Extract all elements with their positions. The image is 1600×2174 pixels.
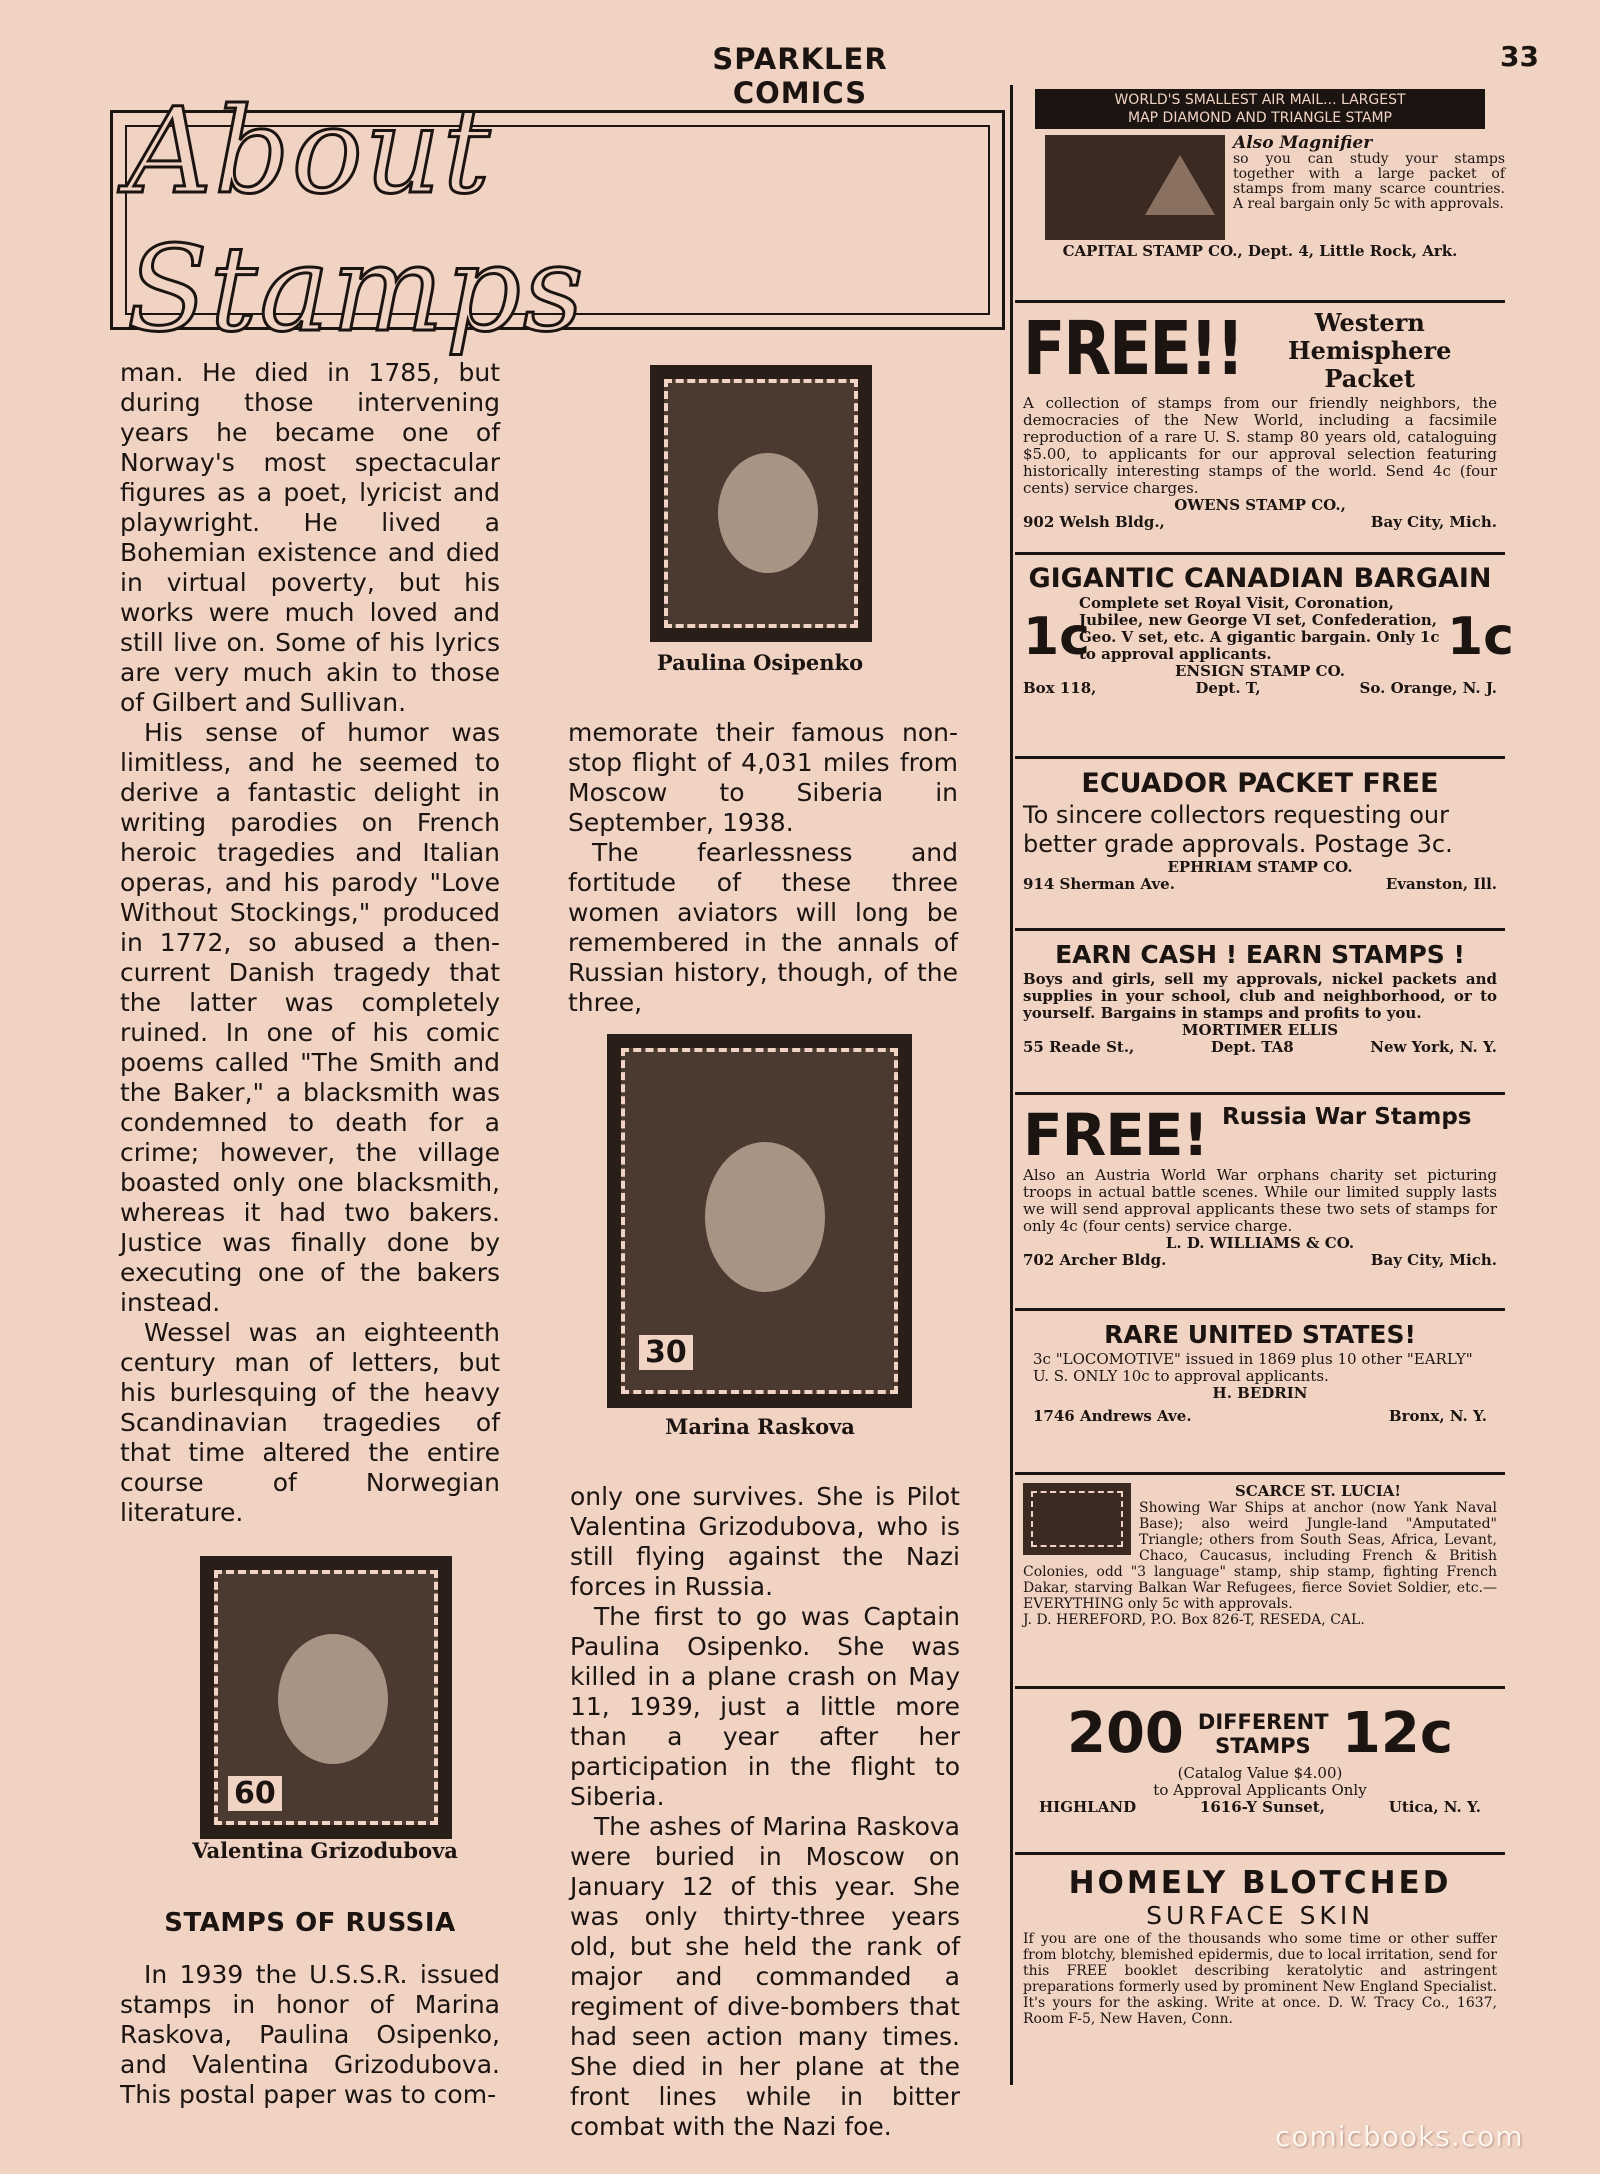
ad-body: Complete set Royal Visit, Coronation, Jubilee, new George VI set, Confederation, Geo. V set, etc. A gigantic bargain. Only 1c to approval applicants. — [1079, 594, 1440, 663]
paragraph: memorate their famous non-stop flight of 4,031 miles from Moscow to Siberia in September, 1938. — [568, 718, 958, 837]
stamp-paulina-osipenko — [650, 365, 872, 642]
article-column-1-bottom — [120, 1960, 500, 2110]
ad-address: Bay City, Mich. — [1370, 1251, 1497, 1269]
ad-count: 200 — [1066, 1701, 1184, 1766]
ad-headline: FREE! — [1023, 1101, 1208, 1169]
ad-banner: WORLD'S SMALLEST AIR MAIL... LARGEST — [1114, 92, 1406, 108]
article-column-1 — [120, 358, 500, 1528]
ad-footer: J. D. HEREFORD, P.O. Box 826-T, RESEDA, CAL. — [1023, 1612, 1365, 1628]
ad-price: 12c — [1341, 1701, 1454, 1766]
ad-headline: HOMELY BLOTCHED — [1068, 1865, 1452, 1901]
ad-price: 1c — [1447, 607, 1515, 667]
paragraph: In 1939 the U.S.S.R. issued stamps in honor of Marina Raskova, Paulina Osipenko, and Valentina Grizodubova. This postal paper was to com- — [120, 1960, 500, 2109]
ad-headline: EARN CASH ! EARN STAMPS ! — [1055, 940, 1465, 969]
ad-title: Western Hemisphere Packet — [1287, 308, 1452, 393]
ad-body: To sincere collectors requesting our better grade approvals. Postage 3c. — [1023, 801, 1453, 858]
ad-headline: RARE UNITED STATES! — [1104, 1320, 1416, 1349]
stamp-caption: Paulina Osipenko — [656, 650, 864, 675]
ad-body: A collection of stamps from our friendly neighbors, the democracies of the New World, including a facsimile reproduction of a rare U. S. stamp 80 years old, cataloguing $5.00, to applicants for our approval selection featuring historically interesting stamps of the world. Send 4c (four cents) service charges. — [1023, 394, 1497, 497]
ad-address: 1616-Y Sunset, — [1199, 1798, 1325, 1816]
page-number: 33 — [1500, 40, 1539, 73]
ad-body: Showing War Ships at anchor (now Yank Naval Base); also weird Jungle-land "Amputated" Triangle; others from South Seas, Africa, Levant, Chaco, Caucasus, including French & British Colonies, odd "3 language" stamp, ship stamp, fighting French Dakar, starving Balkan War Refugees, fierce Soviet Soldier, etc.— EVERYTHING only 5c with approvals. — [1023, 1500, 1497, 1612]
paragraph: The fearlessness and fortitude of these three women aviators will long be remembered in the annals of Russian history, though, of the three, — [568, 838, 958, 1017]
ad-address: 702 Archer Bldg. — [1023, 1251, 1167, 1269]
ad-company: OWENS STAMP CO., — [1174, 496, 1346, 514]
ad-banner: MAP DIAMOND AND TRIANGLE STAMP — [1128, 110, 1392, 126]
ship-stamp-image — [1023, 1483, 1131, 1555]
ad-price: 1c — [1023, 607, 1091, 667]
ad-bedrin — [1015, 1308, 1505, 1468]
ad-headline: SCARCE ST. LUCIA! — [1235, 1482, 1401, 1500]
ad-column-rule — [1010, 85, 1013, 2085]
paragraph: Wessel was an eighteenth century man of letters, but his burlesquing of the heavy Scandinavian tragedies of that time altered the entire course of Norwegian literature. — [120, 1318, 500, 1527]
stamp-valentina-grizodubova — [200, 1556, 452, 1839]
ad-body: 3c "LOCOMOTIVE" issued in 1869 plus 10 other "EARLY" U. S. ONLY 10c to approval applicants. — [1033, 1350, 1473, 1385]
ad-ephriam-stamp — [1015, 756, 1505, 920]
ad-mortimer-ellis — [1015, 928, 1505, 1088]
ad-tracy-co — [1015, 1852, 1505, 2052]
ad-body: so you can study your stamps together with a large packet of stamps from many scarce countries. A real bargain only 5c with approvals. — [1233, 151, 1505, 212]
ad-highland — [1015, 1686, 1505, 1846]
stamp-caption: Marina Raskova — [665, 1414, 855, 1439]
ad-company: ENSIGN STAMP CO. — [1174, 662, 1345, 680]
ad-label: DIFFERENT STAMPS — [1197, 1710, 1329, 1758]
ad-address: 1746 Andrews Ave. — [1033, 1407, 1192, 1425]
ad-address: Dept. T, — [1195, 679, 1261, 697]
watermark: comicbooks.com — [1275, 2120, 1524, 2153]
ad-address: Evanston, Ill. — [1385, 875, 1497, 893]
ad-address: Utica, N. Y. — [1388, 1798, 1481, 1816]
magazine-title: SPARKLER COMICS — [712, 42, 888, 110]
ad-capital-stamp — [1015, 85, 1505, 290]
ad-brand: Also Magnifier — [1233, 133, 1373, 153]
section-heading: STAMPS OF RUSSIA — [164, 1908, 456, 1938]
paragraph: The ashes of Marina Raskova were buried in Moscow on January 12 of this year. She was only thirty-three years old, but she held the rank of major and commanded a regiment of dive-bombers that had seen action many times. She died in her plane at the front lines while in bitter combat with the Nazi foe. — [570, 1812, 960, 2141]
stamp-marina-raskova — [607, 1034, 912, 1408]
paragraph: only one survives. She is Pilot Valentina Grizodubova, who is still flying against the Nazi forces in Russia. — [570, 1482, 960, 1601]
ad-headline: ECUADOR PACKET FREE — [1081, 768, 1439, 799]
ad-footer: CAPITAL STAMP CO., Dept. 4, Little Rock, Ark. — [1062, 242, 1458, 260]
stamp-caption: Valentina Grizodubova — [192, 1838, 458, 1863]
ad-hereford — [1015, 1472, 1505, 1682]
ad-title: Russia War Stamps — [1221, 1104, 1472, 1130]
stamp-denomination: 30 — [639, 1335, 693, 1370]
ad-subtext: (Catalog Value $4.00) — [1177, 1764, 1343, 1782]
ad-address: 55 Reade St., — [1023, 1038, 1135, 1056]
ad-headline: FREE!! — [1023, 304, 1243, 392]
ad-address: 914 Sherman Ave. — [1023, 875, 1175, 893]
ad-address: So. Orange, N. J. — [1359, 679, 1497, 697]
ad-body: Also an Austria World War orphans charity set picturing troops in actual battle scenes. While our limited supply lasts we will send approval applicants these two sets of stamps for only 4c (four cents) service charge. — [1023, 1166, 1497, 1235]
ad-company: L. D. WILLIAMS & CO. — [1165, 1234, 1355, 1252]
ad-owens-stamp — [1015, 300, 1505, 540]
ad-body: If you are one of the thousands who some time or other suffer from blotchy, blemished epidermis, due to local irritation, send for this FREE booklet describing keratolytic and astringent preparations formerly used by prominent New England Specialist. It's yours for the asking. Write at once. D. W. Tracy Co., 1637, Room F-5, New Haven, Conn. — [1023, 1931, 1497, 2027]
paragraph: His sense of humor was limitless, and he seemed to derive a fantastic delight in writing parodies on French heroic tragedies and Italian operas, and his parody "Love Without Stockings," produced in 1772, so abused a then-current Danish tragedy that the latter was completely ruined. In one of his comic poems called "The Smith and the Baker," a blacksmith was condemned to death for a crime; however, the village boasted only one blacksmith, whereas it had two bakers. Justice was finally done by executing one of the bakers instead. — [120, 718, 500, 1317]
article-column-2-bottom — [570, 1482, 960, 2142]
ad-subheadline: SURFACE SKIN — [1146, 1901, 1374, 1930]
paragraph: The first to go was Captain Paulina Osipenko. She was killed in a plane crash on May 11, 1939, just a little more than a year after her participation in the flight to Siberia. — [570, 1602, 960, 1811]
ad-company: EPHRIAM STAMP CO. — [1167, 858, 1353, 876]
stamp-denomination: 60 — [228, 1776, 282, 1811]
ad-address: New York, N. Y. — [1370, 1038, 1497, 1056]
ad-company: H. BEDRIN — [1212, 1384, 1308, 1402]
article-column-2 — [568, 718, 958, 1018]
ad-stamp-image — [1045, 135, 1225, 240]
ad-company: MORTIMER ELLIS — [1181, 1021, 1339, 1039]
ad-subtext: to Approval Applicants Only — [1153, 1781, 1367, 1799]
ad-body: Boys and girls, sell my approvals, nickel packets and supplies in your school, club and neighborhood, or to yourself. Bargains in stamps and profits to you. — [1023, 970, 1497, 1022]
ad-address: Bronx, N. Y. — [1388, 1407, 1487, 1425]
ad-address: Bay City, Mich. — [1370, 513, 1497, 531]
article-title-box — [110, 82, 1005, 358]
ad-ensign-stamp — [1015, 552, 1515, 750]
ad-address: 902 Welsh Bldg., — [1023, 513, 1165, 531]
ad-address: HIGHLAND — [1039, 1798, 1137, 1816]
paragraph: man. He died in 1785, but during those intervening years he became one of Norway's most spectacular figures as a poet, lyricist and playwright. He lived a Bohemian existence and died in virtual poverty, but his works were much loved and still live on. Some of his lyrics are very much akin to those of Gilbert and Sullivan. — [120, 358, 500, 717]
ad-williams-co — [1015, 1092, 1505, 1302]
ad-headline: GIGANTIC CANADIAN BARGAIN — [1028, 563, 1492, 594]
article-title: About Stamps — [127, 82, 586, 358]
ad-address: Box 118, — [1023, 679, 1097, 697]
ad-address: Dept. TA8 — [1210, 1038, 1294, 1056]
triangle-stamp-icon — [1145, 155, 1215, 215]
